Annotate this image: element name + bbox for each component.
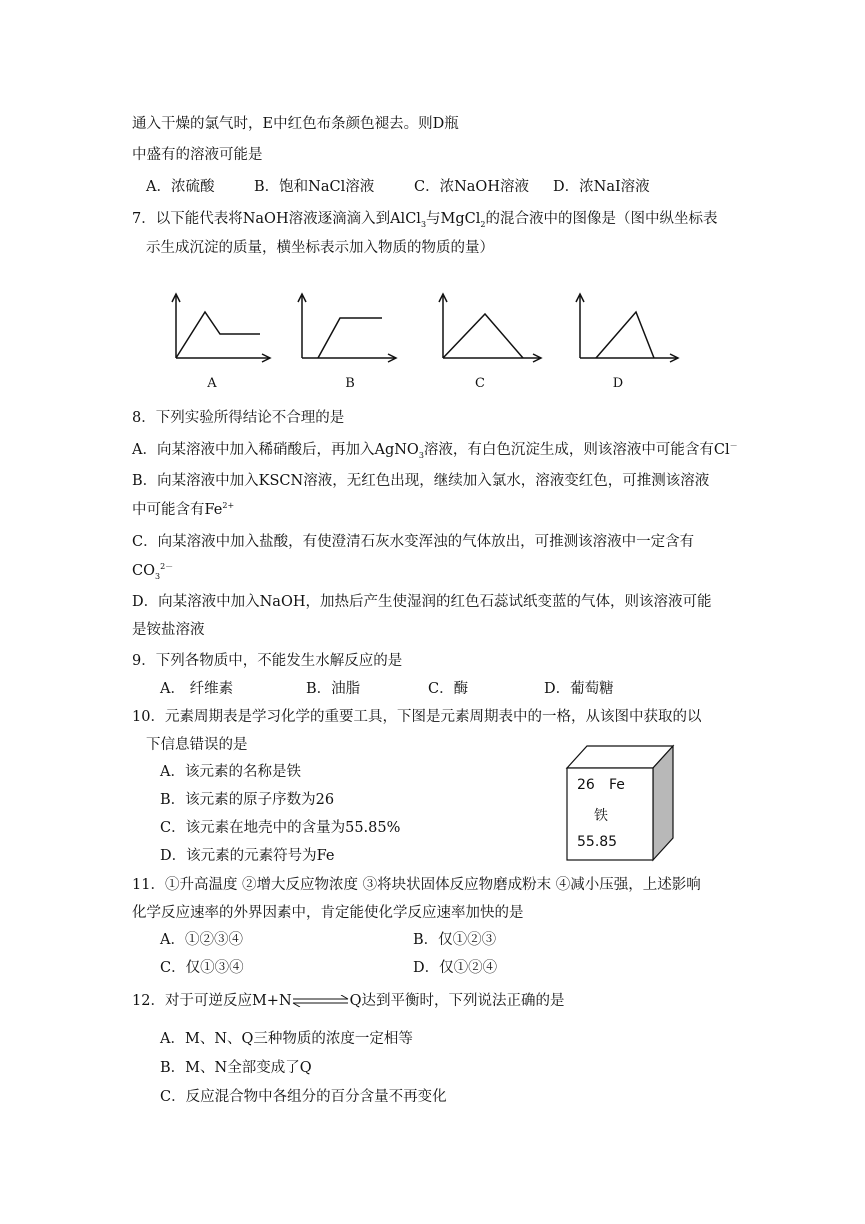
q12-option-a: A．M、N、Q三种物质的浓度一定相等 xyxy=(160,1031,413,1047)
q8-option-b-line1: B．向某溶液中加入KSCN溶液，无红色出现，继续加入氯水，溶液变红色，可推测该溶液 xyxy=(132,473,710,489)
q9-option-d: D．葡萄糖 xyxy=(544,681,614,697)
graph-b-curve xyxy=(318,318,382,358)
graph-a-label: A xyxy=(207,376,217,391)
q8-stem: 8．下列实验所得结论不合理的是 xyxy=(132,410,345,426)
q6-option-d: D．浓NaI溶液 xyxy=(553,179,650,195)
q6-text-line2: 中盛有的溶液可能是 xyxy=(132,147,263,163)
element-name: 铁 xyxy=(594,808,608,824)
graph-a xyxy=(168,290,274,366)
q7-stem-part2: 与MgCl xyxy=(426,211,481,227)
q7-sub1: 3 xyxy=(420,219,427,229)
q9-option-b: B．油脂 xyxy=(306,681,361,697)
q9-option-c: C．酶 xyxy=(428,681,469,697)
q10-stem-line2: 下信息错误的是 xyxy=(146,737,248,753)
q6-option-c: C．浓NaOH溶液 xyxy=(414,179,529,195)
element-atomic-number: 26 xyxy=(577,777,595,793)
element-atomic-mass: 55.85 xyxy=(577,834,618,850)
graph-d xyxy=(572,290,682,366)
q8-option-d-line1: D．向某溶液中加入NaOH，加热后产生使湿润的红色石蕊试纸变蓝的气体，则该溶液可能 xyxy=(132,594,712,610)
graph-d-curve xyxy=(596,312,654,358)
graph-b-label: B xyxy=(345,376,355,391)
q11-option-a: A．①②③④ xyxy=(160,932,243,948)
q10-stem-line1: 10．元素周期表是学习化学的重要工具，下图是元素周期表中的一格，从该图中获取的以 xyxy=(132,709,702,725)
q7-stem-line2: 示生成沉淀的质量，横坐标表示加入物质的物质的量） xyxy=(146,240,494,256)
q8-a-sup: － xyxy=(729,441,738,451)
q7-stem-part3: 的混合液中的图像是（图中纵坐标表 xyxy=(485,211,718,227)
q8-b-sup: 2+ xyxy=(222,501,235,511)
graph-d-label: D xyxy=(612,376,624,391)
q8-a-part2: 溶液，有白色沉淀生成，则该溶液中可能含有Cl xyxy=(423,442,730,458)
reversible-arrow-icon xyxy=(292,995,350,1007)
q8-c-sup: 2－ xyxy=(160,562,174,572)
q12-option-c: C．反应混合物中各组分的百分含量不再变化 xyxy=(160,1089,447,1105)
q8-c-part: CO xyxy=(132,563,155,579)
graph-c-label: C xyxy=(475,376,485,391)
q10-option-a: A．该元素的名称是铁 xyxy=(160,764,301,780)
periodic-table-cell xyxy=(561,742,675,862)
q8-option-d-line2: 是铵盐溶液 xyxy=(132,622,205,638)
q8-a-part1: A．向某溶液中加入稀硝酸后，再加入AgNO xyxy=(132,442,419,458)
q8-option-a xyxy=(132,440,738,460)
q12-option-b: B．M、N全部变成了Q xyxy=(160,1060,312,1076)
q11-option-c: C．仅①③④ xyxy=(160,960,244,976)
q7-stem-part1: 7．以下能代表将NaOH溶液逐滴滴入到AlCl xyxy=(132,211,421,227)
q10-option-d: D．该元素的元素符号为Fe xyxy=(160,848,335,864)
q12-stem xyxy=(132,991,565,1011)
q9-stem: 9．下列各物质中，不能发生水解反应的是 xyxy=(132,653,403,669)
q11-stem-line1: 11．①升高温度 ②增大反应物浓度 ③将块状固体反应物磨成粉末 ④减小压强，上述影响 xyxy=(132,877,701,893)
q12-stem-part1: 12．对于可逆反应M+N xyxy=(132,993,292,1009)
graph-c xyxy=(435,290,545,366)
q8-b-part: 中可能含有Fe xyxy=(132,502,223,518)
q8-option-b-line2 xyxy=(132,500,234,520)
q6-option-b: B．饱和NaCl溶液 xyxy=(254,179,375,195)
q12-stem-part2: Q达到平衡时，下列说法正确的是 xyxy=(349,993,565,1009)
q8-option-c-line2 xyxy=(132,561,173,581)
q11-option-d: D．仅①②④ xyxy=(413,960,498,976)
graph-c-curve xyxy=(443,314,523,358)
q8-a-sub: 3 xyxy=(418,450,424,460)
element-symbol: Fe xyxy=(609,777,625,793)
q11-option-b: B．仅①②③ xyxy=(413,932,497,948)
q7-sub2: 2 xyxy=(480,219,486,229)
q7-stem-line1 xyxy=(132,209,718,229)
q6-option-a: A．浓硫酸 xyxy=(146,179,215,195)
graph-a-curve xyxy=(176,312,260,358)
q11-stem-line2: 化学反应速率的外界因素中，肯定能使化学反应速率加快的是 xyxy=(132,905,524,921)
q9-option-a: A． 纤维素 xyxy=(160,681,234,697)
q10-option-b: B．该元素的原子序数为26 xyxy=(160,792,335,808)
graph-b xyxy=(294,290,400,366)
q10-option-c: C．该元素在地壳中的含量为55.85% xyxy=(160,820,401,836)
q8-option-c-line1: C．向某溶液中加入盐酸，有使澄清石灰水变浑浊的气体放出，可推测该溶液中一定含有 xyxy=(132,534,695,550)
q6-text-line1: 通入干燥的氯气时，E中红色布条颜色褪去。则D瓶 xyxy=(132,116,459,132)
q8-c-sub: 3 xyxy=(154,571,161,581)
